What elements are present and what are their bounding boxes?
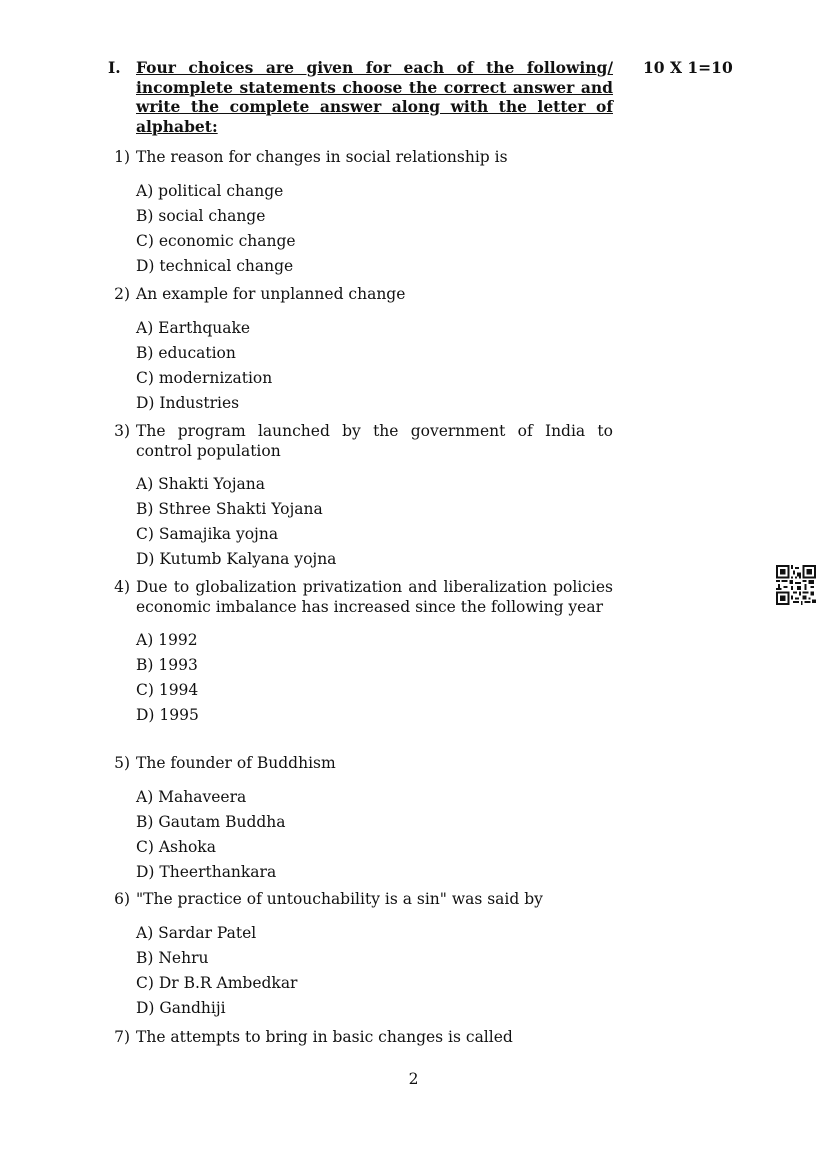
option-a: A) Earthquake: [136, 318, 251, 337]
option-d: D) 1995: [136, 706, 199, 724]
question-3: [100, 422, 613, 572]
section-instruction: Four choices are given for each of the following/ incomplete statements choose the correct answer and write the complete answer along with the letter of alphabet:: [136, 58, 613, 136]
option-b: B) education: [136, 343, 236, 362]
question-number: 5): [114, 754, 130, 772]
section-marks: 10 X 1=10: [643, 58, 733, 77]
options-list: [136, 921, 613, 1021]
question-number: 2): [114, 285, 130, 303]
question-2: [100, 285, 613, 416]
question-text: "The practice of untouchability is a sin" was said by: [136, 890, 543, 908]
option-c: C) Dr B.R Ambedkar: [136, 973, 298, 992]
qr-code-icon: [776, 565, 816, 605]
option-d: D) Industries: [136, 393, 240, 412]
question-text: Due to globalization privatization and liberalization policies economic imbalance has increased since the following year: [136, 578, 613, 616]
question-7: [100, 1028, 613, 1048]
option-b: B) 1993: [136, 656, 198, 674]
options-list: [136, 785, 613, 885]
question-number: 6): [114, 890, 130, 908]
option-d: D) technical change: [136, 256, 294, 275]
options-list: [136, 628, 613, 728]
page-number: 2: [408, 1070, 419, 1088]
question-number: 3): [114, 422, 130, 440]
option-a: A) political change: [136, 181, 284, 200]
option-c: C) economic change: [136, 231, 296, 250]
option-a: A) Mahaveera: [136, 787, 247, 806]
question-6: [100, 890, 613, 1021]
option-c: C) Ashoka: [136, 837, 216, 856]
question-text: The program launched by the government of India to control population: [136, 422, 613, 460]
question-text: The founder of Buddhism: [136, 754, 336, 772]
option-d: D) Theerthankara: [136, 862, 277, 881]
option-b: B) Sthree Shakti Yojana: [136, 500, 323, 518]
option-a: A) 1992: [136, 631, 198, 649]
option-d: D) Gandhiji: [136, 998, 226, 1017]
option-a: A) Shakti Yojana: [136, 475, 266, 493]
question-text: The attempts to bring in basic changes is called: [136, 1028, 513, 1046]
option-a: A) Sardar Patel: [136, 923, 257, 942]
question-text: The reason for changes in social relationship is: [136, 148, 508, 166]
options-list: [136, 316, 613, 416]
question-5: [100, 754, 613, 885]
option-b: B) Gautam Buddha: [136, 812, 286, 831]
option-d: D) Kutumb Kalyana yojna: [136, 550, 337, 568]
question-text: An example for unplanned change: [136, 285, 406, 303]
options-list: [136, 472, 613, 572]
question-number: 1): [114, 148, 130, 166]
question-number: 4): [114, 578, 130, 596]
option-c: C) 1994: [136, 681, 199, 699]
option-c: C) modernization: [136, 368, 273, 387]
question-1: [100, 148, 613, 279]
section-number: I.: [108, 58, 121, 77]
options-list: [136, 179, 613, 279]
option-b: B) social change: [136, 206, 266, 225]
question-4: [100, 578, 613, 728]
question-number: 7): [114, 1028, 130, 1046]
option-b: B) Nehru: [136, 948, 209, 967]
option-c: C) Samajika yojna: [136, 525, 279, 543]
